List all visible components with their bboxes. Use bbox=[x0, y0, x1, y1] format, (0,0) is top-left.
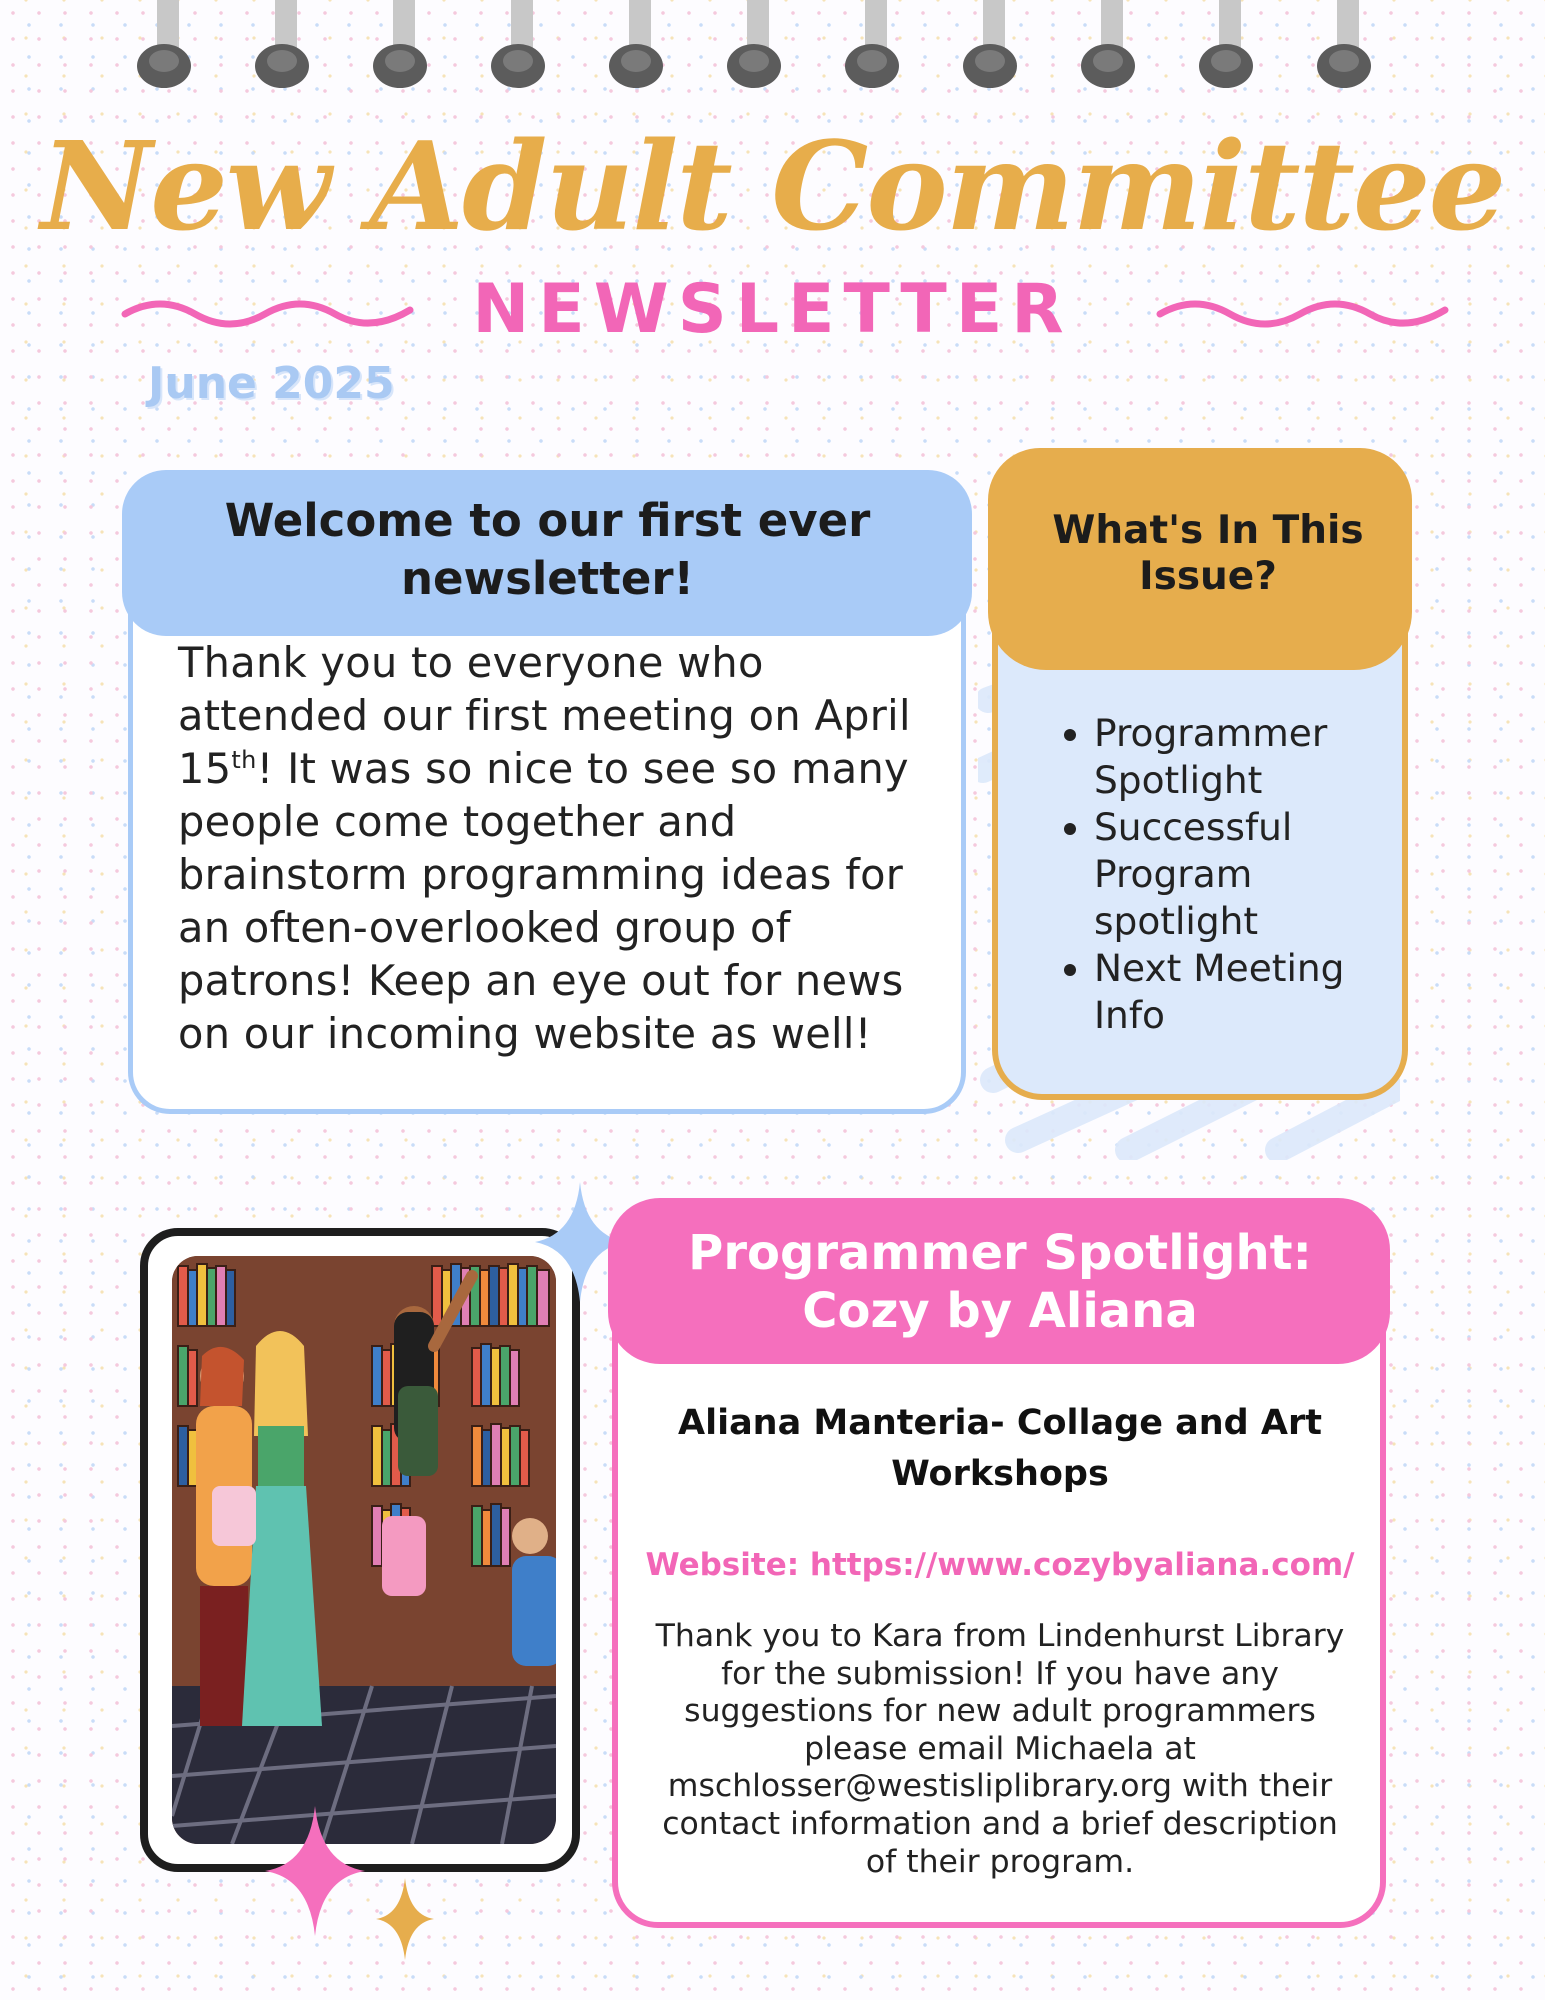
programmer-spotlight-body: Thank you to Kara from Lindenhurst Library for the submission! If you have any suggestions for new adult programmers please email Michaela at mschlosser@westisliplibrary.org with their contact information and a brief description of their program. bbox=[655, 1618, 1345, 1880]
newsletter-main-title: New Adult Committee bbox=[40, 114, 1505, 258]
list-item: • Programmer Spotlight bbox=[1094, 710, 1388, 804]
spiral-ring bbox=[1315, 0, 1379, 96]
issue-contents-title: What's In This Issue? bbox=[1052, 508, 1364, 599]
spiral-ring bbox=[843, 0, 907, 96]
spiral-ring bbox=[725, 0, 789, 96]
welcome-body-text-continued: ! It was so nice to see so many people come together and brainstorm programming ideas for an often-overlooked group of patrons! Keep an eye out for news on our incoming website as well! bbox=[178, 744, 909, 1058]
artwork-image bbox=[172, 1256, 556, 1844]
spiral-ring bbox=[253, 0, 317, 96]
issue-contents-list bbox=[1048, 710, 1388, 1039]
welcome-body bbox=[178, 636, 938, 1060]
spiral-ring bbox=[489, 0, 553, 96]
list-item: • Successful Program spotlight bbox=[1094, 804, 1388, 945]
sparkle-pink-icon bbox=[265, 1806, 365, 1936]
newsletter-subtitle: NEWSLETTER bbox=[472, 270, 1073, 349]
list-item: • Next Meeting Info bbox=[1094, 945, 1388, 1039]
programmer-name: Aliana Manteria- Collage and Art Workshops bbox=[677, 1403, 1322, 1494]
welcome-body-text: Thank you to everyone who attended our first meeting on April 15 bbox=[178, 638, 911, 793]
programmer-website-link[interactable]: Website: https://www.cozybyaliana.com/ bbox=[645, 1547, 1355, 1583]
spiral-ring bbox=[961, 0, 1025, 96]
spiral-ring bbox=[607, 0, 671, 96]
spiral-ring bbox=[371, 0, 435, 96]
welcome-title: Welcome to our first ever newsletter! bbox=[224, 494, 871, 605]
spiral-ring bbox=[1197, 0, 1261, 96]
welcome-body-superscript: th bbox=[231, 746, 257, 775]
sparkle-gold-icon bbox=[376, 1878, 434, 1960]
programmer-spotlight-title: Programmer Spotlight: Cozy by Aliana bbox=[688, 1225, 1312, 1339]
issue-date: June 2025 bbox=[148, 358, 395, 409]
spiral-ring bbox=[135, 0, 199, 96]
spiral-ring bbox=[1079, 0, 1143, 96]
right-squiggle-decoration bbox=[1155, 292, 1455, 332]
